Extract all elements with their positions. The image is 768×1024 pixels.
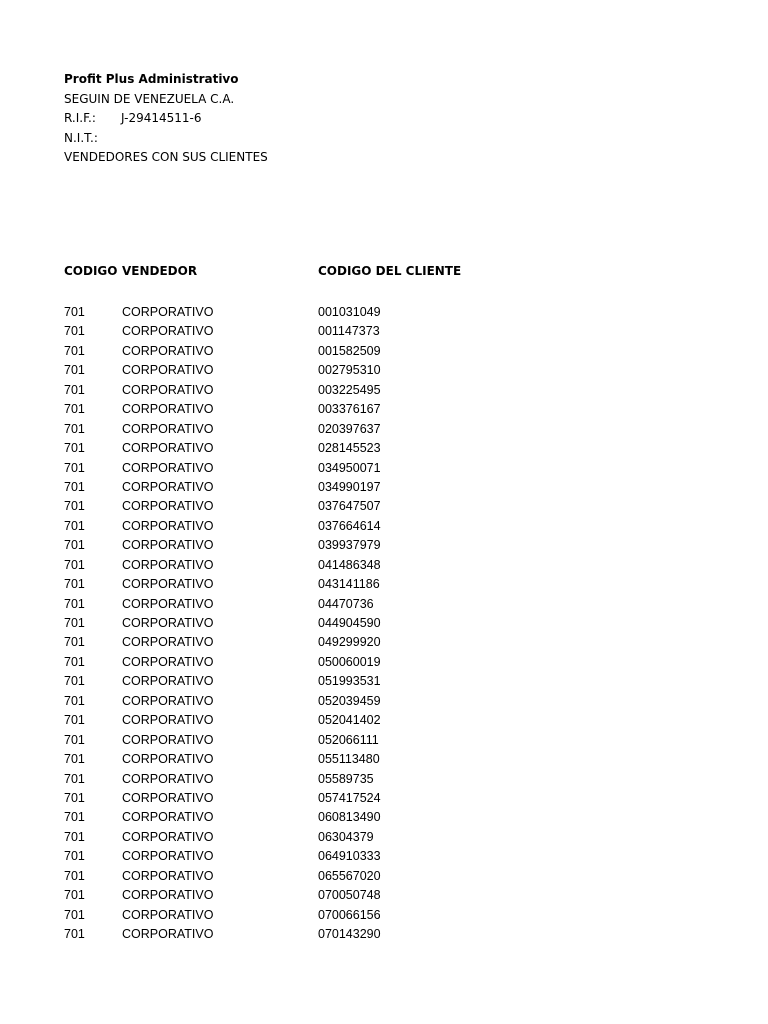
seller-name-cell: CORPORATIVO <box>122 732 214 747</box>
seller-code-cell: 701 <box>64 460 85 475</box>
seller-name-cell: CORPORATIVO <box>122 635 214 650</box>
client-code-cell: 051993531 <box>318 674 381 689</box>
seller-code-cell: 701 <box>64 557 85 572</box>
client-code-cell: 065567020 <box>318 868 381 883</box>
table-row <box>0 770 768 789</box>
table-row <box>0 342 768 361</box>
seller-name-cell: CORPORATIVO <box>122 849 214 864</box>
client-code-cell: 028145523 <box>318 441 381 456</box>
seller-name-cell: CORPORATIVO <box>122 654 214 669</box>
table-row <box>0 886 768 905</box>
seller-code-cell: 701 <box>64 324 85 339</box>
seller-name-cell: CORPORATIVO <box>122 305 214 319</box>
client-list <box>0 303 768 944</box>
seller-name-cell: CORPORATIVO <box>122 538 214 553</box>
seller-code-cell: 701 <box>64 577 85 592</box>
client-code-cell: 003225495 <box>318 382 381 397</box>
client-code-cell: 070050748 <box>318 888 381 903</box>
table-row <box>0 595 768 614</box>
client-code-cell: 06304379 <box>318 829 374 844</box>
table-row <box>0 672 768 691</box>
seller-code-cell: 701 <box>64 402 85 417</box>
seller-code-cell: 701 <box>64 927 85 941</box>
table-row <box>0 478 768 497</box>
table-row <box>0 692 768 711</box>
table-row <box>0 517 768 536</box>
seller-code-cell: 701 <box>64 810 85 825</box>
client-code-cell: 064910333 <box>318 849 381 864</box>
seller-name-cell: CORPORATIVO <box>122 518 214 533</box>
table-row <box>0 497 768 516</box>
table-row <box>0 381 768 400</box>
seller-code-cell: 701 <box>64 616 85 630</box>
seller-name-cell: CORPORATIVO <box>122 927 214 941</box>
table-row <box>0 906 768 925</box>
table-row <box>0 925 768 944</box>
client-code-cell: 044904590 <box>318 616 381 630</box>
client-code-cell: 060813490 <box>318 810 381 825</box>
table-row <box>0 828 768 847</box>
seller-name-cell: CORPORATIVO <box>122 343 214 358</box>
seller-name-cell: CORPORATIVO <box>122 421 214 436</box>
seller-name-cell: CORPORATIVO <box>122 499 214 514</box>
client-code-cell: 020397637 <box>318 421 381 436</box>
seller-name-cell: CORPORATIVO <box>122 907 214 922</box>
client-code-cell: 055113480 <box>318 752 380 767</box>
client-code-cell: 003376167 <box>318 402 381 417</box>
table-row <box>0 731 768 750</box>
seller-code-cell: 701 <box>64 499 85 514</box>
seller-code-cell: 701 <box>64 732 85 747</box>
seller-name-cell: CORPORATIVO <box>122 382 214 397</box>
table-row <box>0 322 768 341</box>
seller-code-cell: 701 <box>64 343 85 358</box>
client-code-cell: 034950071 <box>318 460 381 475</box>
client-code-cell: 04470736 <box>318 596 374 611</box>
client-code-cell: 049299920 <box>318 635 381 650</box>
seller-code-cell: 701 <box>64 752 85 767</box>
rif-value: J-29414511-6 <box>121 111 202 125</box>
client-code-cell: 070066156 <box>318 907 381 922</box>
table-row <box>0 303 768 322</box>
client-code-cell: 043141186 <box>318 577 380 592</box>
report-title: VENDEDORES CON SUS CLIENTES <box>64 150 268 164</box>
client-code-cell: 041486348 <box>318 557 381 572</box>
column-header-vendedor: VENDEDOR <box>122 264 198 278</box>
seller-code-cell: 701 <box>64 868 85 883</box>
seller-code-cell: 701 <box>64 305 85 319</box>
rif-label: R.I.F.: <box>64 111 96 125</box>
nit-label: N.I.T.: <box>64 130 98 145</box>
table-row <box>0 400 768 419</box>
seller-code-cell: 701 <box>64 635 85 650</box>
seller-name-cell: CORPORATIVO <box>122 441 214 456</box>
client-code-cell: 037647507 <box>318 499 381 514</box>
seller-code-cell: 701 <box>64 771 85 786</box>
seller-code-cell: 701 <box>64 479 85 494</box>
client-code-cell: 052041402 <box>318 713 381 728</box>
table-row <box>0 653 768 672</box>
seller-name-cell: CORPORATIVO <box>122 868 214 883</box>
table-row <box>0 711 768 730</box>
client-code-cell: 070143290 <box>318 927 381 941</box>
seller-name-cell: CORPORATIVO <box>122 596 214 611</box>
column-headers <box>0 264 768 284</box>
client-code-cell: 057417524 <box>318 790 381 805</box>
client-code-cell: 050060019 <box>318 654 381 669</box>
seller-name-cell: CORPORATIVO <box>122 460 214 475</box>
seller-code-cell: 701 <box>64 713 85 728</box>
seller-code-cell: 701 <box>64 441 85 456</box>
seller-code-cell: 701 <box>64 363 85 378</box>
seller-name-cell: CORPORATIVO <box>122 479 214 494</box>
table-row <box>0 536 768 555</box>
client-code-cell: 05589735 <box>318 771 374 786</box>
client-code-cell: 039937979 <box>318 538 381 553</box>
company-name: SEGUIN DE VENEZUELA C.A. <box>64 91 235 106</box>
seller-code-cell: 701 <box>64 907 85 922</box>
seller-name-cell: CORPORATIVO <box>122 810 214 825</box>
table-row <box>0 420 768 439</box>
seller-code-cell: 701 <box>64 693 85 708</box>
table-row <box>0 633 768 652</box>
client-code-cell: 001147373 <box>318 324 380 339</box>
seller-name-cell: CORPORATIVO <box>122 324 214 339</box>
rif-line <box>64 109 268 129</box>
table-row <box>0 847 768 866</box>
column-header-codigo: CODIGO <box>64 264 118 278</box>
client-code-cell: 002795310 <box>318 363 381 378</box>
client-code-cell: 052066111 <box>318 732 379 747</box>
seller-name-cell: CORPORATIVO <box>122 363 214 378</box>
seller-code-cell: 701 <box>64 596 85 611</box>
seller-name-cell: CORPORATIVO <box>122 616 214 630</box>
client-code-cell: 001582509 <box>318 343 381 358</box>
table-row <box>0 808 768 827</box>
seller-code-cell: 701 <box>64 888 85 903</box>
column-header-codigo-cliente: CODIGO DEL CLIENTE <box>318 264 462 278</box>
table-row <box>0 361 768 380</box>
seller-code-cell: 701 <box>64 829 85 844</box>
table-row <box>0 867 768 886</box>
table-row <box>0 575 768 594</box>
table-row <box>0 750 768 769</box>
seller-code-cell: 701 <box>64 538 85 553</box>
seller-name-cell: CORPORATIVO <box>122 693 214 708</box>
seller-code-cell: 701 <box>64 790 85 805</box>
seller-name-cell: CORPORATIVO <box>122 402 214 417</box>
client-code-cell: 034990197 <box>318 479 381 494</box>
table-row <box>0 439 768 458</box>
table-row <box>0 614 768 633</box>
seller-name-cell: CORPORATIVO <box>122 790 214 805</box>
report-header <box>64 70 268 168</box>
seller-code-cell: 701 <box>64 421 85 436</box>
client-code-cell: 052039459 <box>318 693 381 708</box>
seller-code-cell: 701 <box>64 382 85 397</box>
seller-name-cell: CORPORATIVO <box>122 557 214 572</box>
seller-code-cell: 701 <box>64 674 85 689</box>
table-row <box>0 789 768 808</box>
table-row <box>0 556 768 575</box>
client-code-cell: 001031049 <box>318 305 381 319</box>
seller-name-cell: CORPORATIVO <box>122 829 214 844</box>
app-name: Profit Plus Administrativo <box>64 72 239 86</box>
seller-name-cell: CORPORATIVO <box>122 577 214 592</box>
seller-name-cell: CORPORATIVO <box>122 888 214 903</box>
table-row <box>0 459 768 478</box>
seller-code-cell: 701 <box>64 849 85 864</box>
seller-code-cell: 701 <box>64 654 85 669</box>
seller-name-cell: CORPORATIVO <box>122 752 214 767</box>
seller-name-cell: CORPORATIVO <box>122 674 214 689</box>
seller-code-cell: 701 <box>64 518 85 533</box>
client-code-cell: 037664614 <box>318 518 381 533</box>
seller-name-cell: CORPORATIVO <box>122 771 214 786</box>
seller-name-cell: CORPORATIVO <box>122 713 214 728</box>
